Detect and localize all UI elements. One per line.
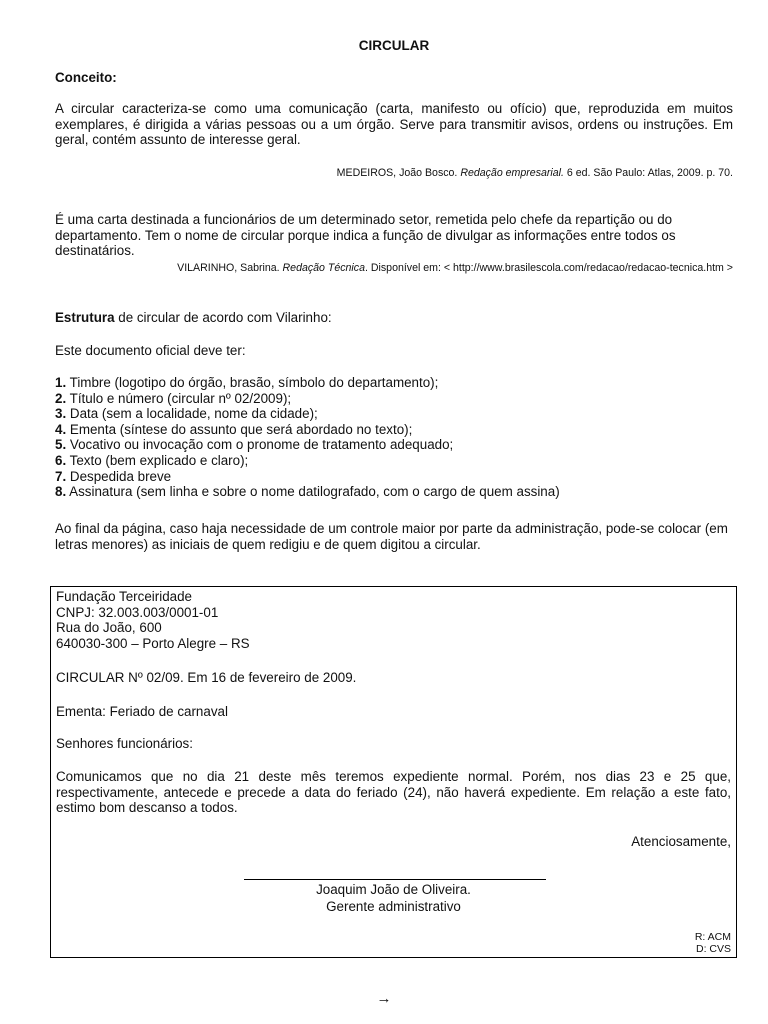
signature-line [244,879,546,880]
writer-typist-initials [695,931,731,955]
structure-list [55,375,560,500]
list-item: 5. Vocativo ou invocação com o pronome de tratamento adequado; [55,437,454,453]
org-street: Rua do João, 600 [56,620,162,636]
list-item: 8. Assinatura (sem linha e sobre o nome datilografado, com o cargo de quem assina) [55,484,560,500]
list-item: 6. Texto (bem explicado e claro); [55,452,249,468]
list-item: 7. Despedida breve [55,468,172,484]
signer-role: Gerente administrativo [326,899,461,914]
structure-heading: Estrutura de circular de acordo com Vilarinho: [55,310,332,325]
next-page-arrow-icon: → [376,990,392,1007]
org-city: 640030-300 – Porto Alegre – RS [56,635,250,651]
ementa: Ementa: Feriado de carnaval [56,704,228,719]
org-name: Fundação Terceiridade [56,589,192,604]
signer-name: Joaquim João de Oliveira. [316,882,471,897]
list-item: 3. Data (sem a localidade, nome da cidade); [55,406,318,422]
org-cnpj: CNPJ: 32.003.003/0001-01 [56,604,219,620]
list-item: 4. Ementa (síntese do assunto que será abordado no texto); [55,421,413,437]
list-item: 1. Timbre (logotipo do órgão, brasão, símbolo do departamento); [55,375,439,390]
list-item: 2. Título e número (circular nº 02/2009); [55,390,292,406]
structure-closing: Ao final da página, caso haja necessidade de um controle maior por parte da administração, pode-se colocar (em letras menores) as iniciais de quem redigiu e de quem digitou a circular. [55,521,728,552]
initials-typist: D: CVS [695,943,731,955]
closing-salutation: Atenciosamente, [631,834,731,849]
sender-block [56,589,731,651]
citation-medeiros: MEDEIROS, João Bosco. Redação empresarial. 6 ed. São Paulo: Atlas, 2009. p. 70. [336,167,733,179]
concept-paragraph: A circular caracteriza-se como uma comunicação (carta, manifesto ou ofício) que, reproduzida em muitos exemplares, é dirigida a várias pessoas ou a um órgão. Serve para transmitir avisos, ordens ou instruções. Em geral, contém assunto de interesse geral. [55,101,733,147]
definition-paragraph: É uma carta destinada a funcionários de um determinado setor, remetida pelo chefe da repartição ou do departamento. Tem o nome de circular porque indica a função de divulgar as informações entre todos os destinatários. [55,212,676,258]
initials-writer: R: ACM [694,931,731,943]
example-circular-box [50,586,737,958]
structure-intro: Este documento oficial deve ter: [55,343,246,358]
circular-body: Comunicamos que no dia 21 deste mês teremos expediente normal. Porém, nos dias 23 e 25 que, respectivamente, antecede e precede a data do feriado (24), não haverá expediente. Em relação a este fato, estimo bom descanso a todos. [56,769,731,816]
citation-vilarinho: VILARINHO, Sabrina. Redação Técnica. Disponível em: < http://www.brasilescola.com/redacao/redacao-tecnica.htm > [177,262,733,274]
page-title: CIRCULAR [358,38,430,53]
concept-heading: Conceito: [55,70,117,85]
circular-number-date: CIRCULAR Nº 02/09. Em 16 de fevereiro de 2009. [56,670,357,685]
vocative: Senhores funcionários: [56,736,193,751]
